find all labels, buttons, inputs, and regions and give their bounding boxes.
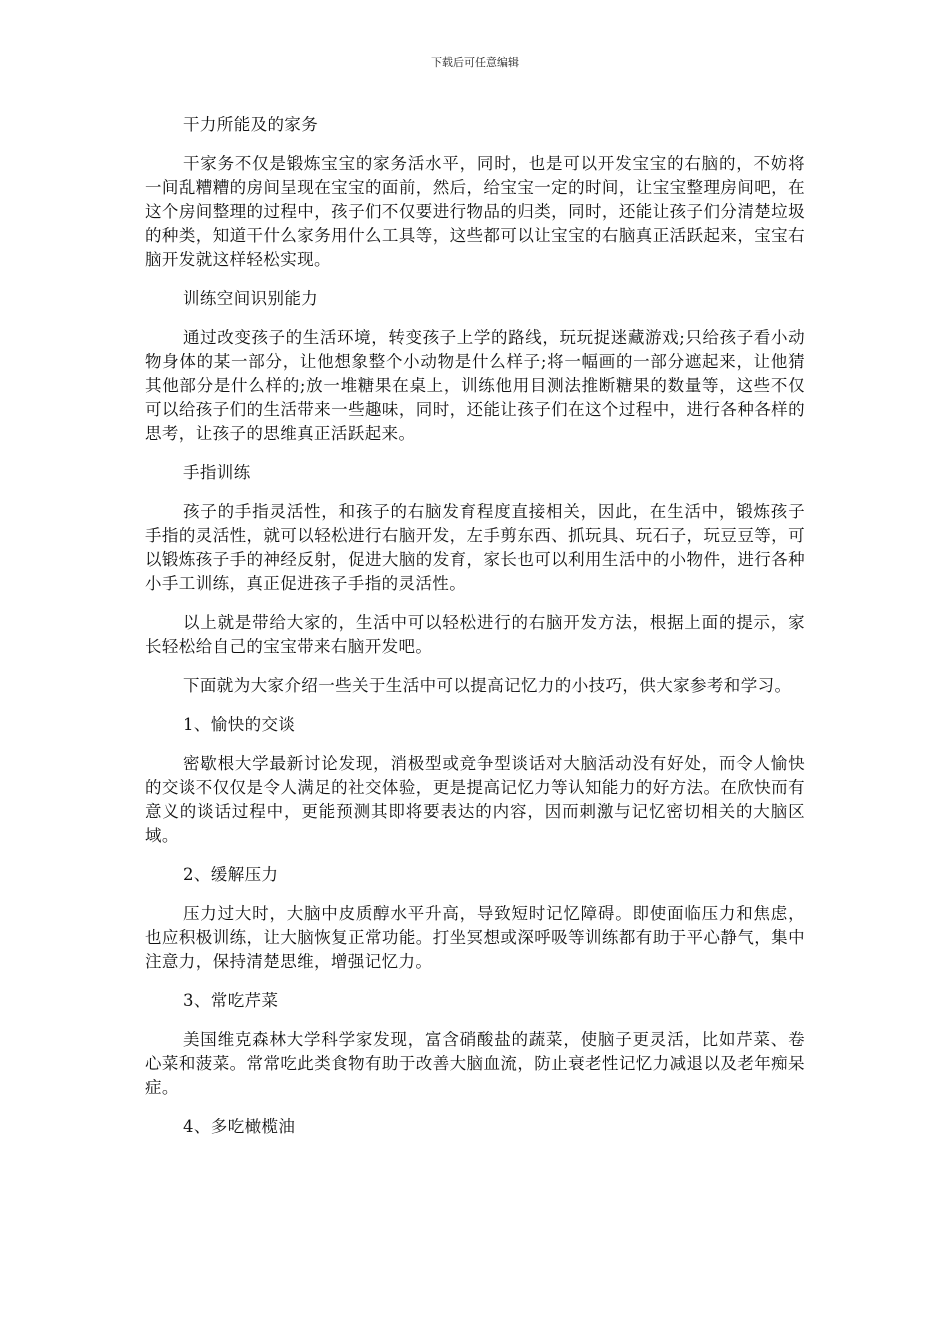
paragraph-stress: 压力过大时，大脑中皮质醇水平升高，导致短时记忆障碍。即使面临压力和焦虑，也应积极训练，让大脑恢复正常功能。打坐冥想或深呼吸等训练都有助于平心静气，集中注意力，保持清楚思维，增强记忆力。 [145, 904, 805, 971]
paragraph-housework: 干家务不仅是锻炼宝宝的家务活水平，同时，也是可以开发宝宝的右脑的，不妨将一间乱糟糟的房间呈现在宝宝的面前，然后，给宝宝一定的时间，让宝宝整理房间吧，在这个房间整理的过程中，孩子们不仅要进行物品的归类，同时，还能让孩子们分清楚垃圾的种类，知道干什么家务用什么工具等，这些都可以让宝宝的右脑真正活跃起来，宝宝右脑开发就这样轻松实现。 [145, 154, 805, 269]
paragraph-celery: 美国维克森林大学科学家发现，富含硝酸盐的蔬菜，使脑子更灵活，比如芹菜、卷心菜和菠菜。常常吃此类食物有助于改善大脑血流，防止衰老性记忆力减退以及老年痴呆症。 [145, 1030, 805, 1097]
section-heading-spatial: 训练空间识别能力 [183, 289, 319, 308]
section-heading-finger: 手指训练 [183, 463, 251, 482]
paragraph-conversation: 密歇根大学最新讨论发现，消极型或竞争型谈话对大脑活动没有好处，而令人愉快的交谈不仅仅是令人满足的社交体验，更是提高记忆力等认知能力的好方法。在欣快而有意义的谈话过程中，更能预测其即将要表达的内容，因而刺激与记忆密切相关的大脑区域。 [145, 754, 805, 845]
document-body [145, 113, 805, 1154]
section-heading-celery: 3、常吃芹菜 [183, 991, 279, 1010]
section-heading-housework: 干力所能及的家务 [183, 115, 319, 134]
section-heading-olive-oil: 4、多吃橄榄油 [183, 1117, 296, 1136]
page-header: 下载后可任意编辑 [431, 56, 519, 69]
paragraph-finger: 孩子的手指灵活性，和孩子的右脑发育程度直接相关，因此，在生活中，锻炼孩子手指的灵活性，就可以轻松进行右脑开发，左手剪东西、抓玩具、玩石子，玩豆豆等，可以锻炼孩子手的神经反射，促进大脑的发育，家长也可以利用生活中的小物件，进行各种小手工训练，真正促进孩子手指的灵活性。 [145, 502, 805, 593]
section-heading-stress: 2、缓解压力 [183, 865, 279, 884]
paragraph-memory-intro: 下面就为大家介绍一些关于生活中可以提高记忆力的小技巧，供大家参考和学习。 [183, 676, 792, 695]
section-heading-conversation: 1、愉快的交谈 [183, 715, 296, 734]
paragraph-spatial: 通过改变孩子的生活环境，转变孩子上学的路线，玩玩捉迷藏游戏;只给孩子看小动物身体的某一部分，让他想象整个小动物是什么样子;将一幅画的一部分遮起来，让他猜其他部分是什么样的;放一堆糖果在桌上，训练他用目测法推断糖果的数量等，这些不仅可以给孩子们的生活带来一些趣味，同时，还能让孩子们在这个过程中，进行各种各样的思考，让孩子的思维真正活跃起来。 [145, 328, 805, 443]
paragraph-summary: 以上就是带给大家的，生活中可以轻松进行的右脑开发方法，根据上面的提示，家长轻松给自己的宝宝带来右脑开发吧。 [145, 613, 805, 656]
